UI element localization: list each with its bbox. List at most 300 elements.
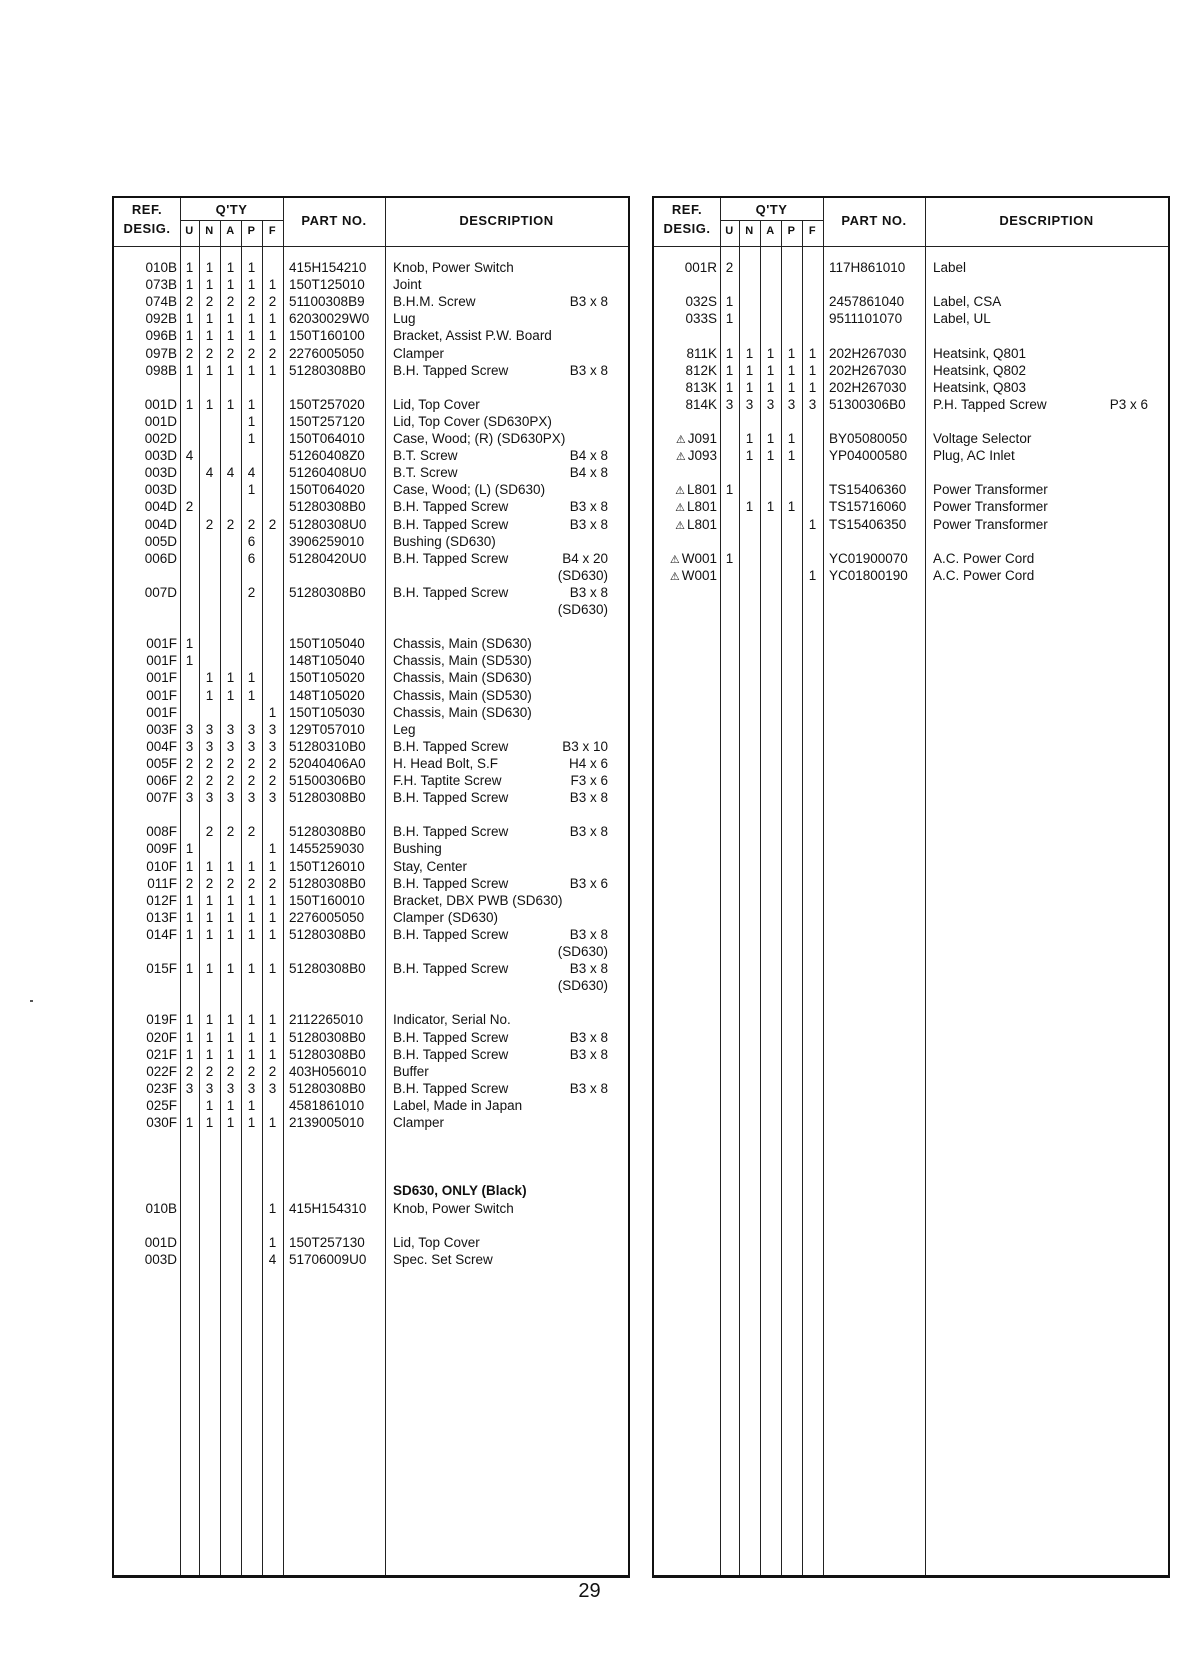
ref-desig: 001F [146, 636, 177, 652]
ref-desig [654, 567, 717, 586]
qty-p: 2 [247, 875, 256, 891]
ref-desig: 003D [144, 448, 177, 464]
part-number: 51280308B0 [289, 824, 366, 840]
description: Leg [393, 721, 416, 737]
desig-header: DESIG. [663, 221, 711, 236]
description-size: B3 x 8 [569, 824, 608, 840]
qty-n: 2 [205, 755, 214, 771]
description: Power Transformer [933, 499, 1048, 515]
qty-n: 1 [205, 362, 214, 378]
ref-desig: 015F [146, 961, 177, 977]
qty-p: 1 [247, 413, 256, 429]
qty-a: 1 [226, 687, 235, 703]
warning-icon: ⚠ [675, 502, 685, 515]
part-number: TS15406350 [829, 516, 907, 532]
qty-n: 1 [205, 909, 214, 925]
column-rule [385, 198, 386, 1575]
description: Buffer [393, 1063, 429, 1079]
description: Chassis, Main (SD530) [393, 653, 532, 669]
qty-a: 1 [226, 858, 235, 874]
qty-f: 2 [268, 773, 277, 788]
header-rule [114, 246, 628, 247]
description: Heatsink, Q801 [933, 345, 1027, 361]
qty-a: 3 [226, 721, 235, 737]
column-rule [925, 198, 926, 1575]
ref-desig-text: J091 [687, 431, 717, 446]
qty-n: 3 [745, 396, 754, 412]
qty-p: 1 [247, 482, 256, 498]
qty-f: 1 [268, 1046, 277, 1062]
qty-u: 1 [185, 277, 194, 293]
part-number: 2457861040 [829, 294, 905, 310]
qty-u: 2 [185, 773, 194, 788]
qty-u: 1 [185, 362, 194, 378]
description: H. Head Bolt, S.F [393, 755, 499, 771]
qty-f: 1 [268, 362, 277, 378]
part-number: 150T257020 [289, 396, 365, 412]
qty-col-f-header: F [268, 225, 277, 237]
part-number: 51280308B0 [289, 1046, 366, 1062]
qty-u: 1 [725, 294, 734, 310]
ref-desig [654, 447, 717, 466]
qty-n: 3 [205, 721, 214, 737]
qty-u: 1 [185, 1012, 194, 1028]
qty-a: 2 [226, 294, 235, 310]
qty-a: 1 [226, 1097, 235, 1113]
description: Case, Wood; (L) (SD630) [393, 482, 546, 498]
qty-p: 2 [247, 773, 256, 788]
qty-f: 3 [268, 1080, 277, 1096]
qty-p: 3 [247, 721, 256, 737]
qty-a: 1 [226, 926, 235, 942]
ref-desig: 021F [146, 1046, 177, 1062]
description-size: (SD630) [557, 978, 608, 994]
qty-p: 1 [247, 858, 256, 874]
ref-desig: 812K [685, 362, 717, 378]
qty-u: 2 [185, 499, 194, 515]
qty-u: 3 [185, 1080, 194, 1096]
description-size: B3 x 8 [569, 961, 608, 977]
qty-u: 2 [185, 1063, 194, 1079]
qty-rule [180, 220, 283, 221]
description-size: (SD630) [557, 567, 608, 583]
qty-f: 1 [268, 1029, 277, 1045]
description: Joint [393, 277, 422, 293]
qty-u: 1 [725, 345, 734, 361]
ref-desig: 014F [146, 926, 177, 942]
description-size: B3 x 8 [569, 926, 608, 942]
parts-table-right [652, 196, 1170, 1578]
part-number: 150T160100 [289, 328, 365, 344]
description: Bracket, Assist P.W. Board [393, 328, 552, 344]
column-rule [781, 220, 782, 1575]
description: Chassis, Main (SD630) [393, 670, 532, 686]
part-number: 2112265010 [289, 1012, 364, 1028]
qty-n: 4 [205, 465, 214, 481]
part-number: 117H861010 [829, 260, 906, 275]
qty-u: 2 [725, 260, 734, 275]
part-number: 51260408U0 [289, 465, 367, 481]
qty-u: 1 [185, 841, 194, 857]
part-number: 150T257120 [289, 413, 365, 429]
ref-desig-text: L801 [686, 516, 717, 532]
qty-n: 1 [205, 858, 214, 874]
qty-p: 1 [247, 670, 256, 686]
ref-desig: 005D [144, 533, 177, 549]
description-size: B3 x 8 [569, 584, 608, 600]
qty-col-u-header: U [725, 225, 734, 237]
part-number: 150T126010 [289, 858, 365, 874]
page-number: 29 [578, 1580, 601, 1602]
part-number: 150T105030 [289, 704, 365, 720]
column-rule [802, 220, 803, 1575]
description-size: B3 x 6 [569, 875, 608, 891]
qty-p: 2 [247, 516, 256, 532]
description: Bushing [393, 841, 442, 857]
qty-n: 1 [745, 431, 754, 446]
qty-p: 1 [247, 311, 256, 327]
part-number: 150T125010 [289, 277, 365, 293]
qty-f: 3 [808, 396, 817, 412]
description: B.H. Tapped Screw [393, 499, 509, 515]
qty-f: 1 [268, 1234, 277, 1250]
warning-icon: ⚠ [675, 451, 686, 464]
ref-desig-text: W001 [681, 567, 717, 583]
part-number: 150T064020 [289, 482, 365, 498]
part-number: 51280308B0 [289, 1029, 366, 1045]
ref-desig: 811K [686, 345, 717, 361]
ref-desig: 001D [144, 1234, 177, 1250]
part-number: 51500306B0 [289, 773, 366, 788]
ref-desig: 003F [146, 721, 177, 737]
description-size: (SD630) [557, 602, 608, 617]
part-number: 202H267030 [829, 379, 907, 395]
description: P.H. Tapped Screw [933, 396, 1047, 412]
qty-p: 3 [247, 790, 256, 806]
ref-desig: 008F [146, 824, 177, 840]
part-number: 62030029W0 [289, 311, 370, 327]
qty-p: 2 [247, 1063, 256, 1079]
qty-u: 2 [185, 345, 194, 361]
qty-a: 1 [226, 909, 235, 925]
qty-p: 4 [247, 465, 256, 481]
qty-f: 1 [808, 516, 817, 532]
description: Label, Made in Japan [393, 1097, 523, 1113]
qty-a: 1 [226, 396, 235, 412]
ref-desig: 001F [146, 653, 177, 669]
qty-p: 1 [247, 260, 256, 275]
qty-f: 1 [808, 567, 817, 583]
description: B.H. Tapped Screw [393, 790, 509, 806]
qty-n: 2 [205, 516, 214, 532]
part-number: 202H267030 [829, 345, 907, 361]
description: Case, Wood; (R) (SD630PX) [393, 431, 566, 446]
part-number: 415H154210 [289, 260, 367, 275]
description: A.C. Power Cord [933, 567, 1035, 583]
qty-p: 1 [247, 1115, 256, 1130]
qty-p: 1 [247, 1046, 256, 1062]
description: B.H. Tapped Screw [393, 1080, 509, 1096]
description: B.H. Tapped Screw [393, 738, 509, 754]
description: B.H. Tapped Screw [393, 584, 509, 600]
qty-a: 1 [766, 448, 775, 464]
qty-u: 2 [185, 755, 194, 771]
part-number: 150T160010 [289, 892, 365, 908]
description-size: P3 x 6 [1109, 396, 1148, 412]
qty-u: 1 [725, 362, 734, 378]
description-size: B3 x 8 [569, 1046, 608, 1062]
qty-col-u-header: U [185, 225, 194, 237]
column-rule [283, 198, 284, 1575]
qty-p: 3 [787, 396, 796, 412]
qty-f: 1 [808, 379, 817, 395]
desig-header: DESIG. [123, 221, 171, 236]
qty-a: 1 [226, 311, 235, 327]
ref-desig: 098B [145, 362, 177, 378]
part-number: 9511101070 [829, 311, 903, 327]
qty-u: 3 [185, 721, 194, 737]
ref-desig: 032S [685, 294, 717, 310]
description: Bushing (SD630) [393, 533, 496, 549]
part-number: 51280308B0 [289, 961, 366, 977]
column-rule [823, 198, 824, 1575]
part-number: 150T064010 [289, 431, 365, 446]
qty-f: 1 [268, 858, 277, 874]
description: Voltage Selector [933, 431, 1032, 446]
qty-u: 1 [725, 482, 734, 498]
qty-u: 1 [185, 1029, 194, 1045]
ref-desig: 001D [144, 413, 177, 429]
qty-n: 2 [205, 345, 214, 361]
qty-f: 2 [268, 294, 277, 310]
qty-a: 3 [226, 1080, 235, 1096]
qty-u: 1 [185, 961, 194, 977]
qty-n: 1 [205, 277, 214, 293]
ref-desig: 006F [146, 773, 177, 788]
ref-desig: 022F [146, 1063, 177, 1079]
qty-p: 1 [247, 1029, 256, 1045]
description: Chassis, Main (SD630) [393, 636, 532, 652]
description-size: B3 x 8 [569, 1080, 608, 1096]
qty-n: 2 [205, 1063, 214, 1079]
section-subheading: SD630, ONLY (Black) [393, 1183, 527, 1199]
part-number: 51260408Z0 [289, 448, 365, 464]
qty-a: 2 [226, 773, 235, 788]
description-size: B4 x 8 [569, 465, 608, 481]
ref-desig: 092B [145, 311, 177, 327]
qty-p: 3 [247, 738, 256, 754]
qty-a: 1 [766, 379, 775, 395]
description: A.C. Power Cord [933, 550, 1035, 566]
qty-n: 1 [205, 1012, 214, 1028]
ref-desig: 009F [146, 841, 177, 857]
description: Heatsink, Q803 [933, 379, 1027, 395]
description: Bracket, DBX PWB (SD630) [393, 892, 563, 908]
ref-desig: 813K [685, 379, 717, 395]
qty-p: 1 [247, 1097, 256, 1113]
qty-n: 1 [745, 345, 754, 361]
description-size: B3 x 8 [569, 294, 608, 310]
qty-col-n-header: N [205, 225, 214, 237]
qty-p: 2 [247, 824, 256, 840]
qty-f: 1 [268, 1012, 277, 1028]
part-number: 202H267030 [829, 362, 907, 378]
qty-f: 1 [268, 311, 277, 327]
qty-a: 4 [226, 465, 235, 481]
qty-u: 1 [725, 311, 734, 327]
qty-f: 1 [268, 704, 277, 720]
description: Plug, AC Inlet [933, 448, 1015, 464]
qty-a: 1 [226, 961, 235, 977]
description-size: H4 x 6 [568, 755, 608, 771]
description-size: B3 x 8 [569, 516, 608, 532]
qty-f: 1 [268, 1200, 277, 1216]
qty-n: 1 [205, 1029, 214, 1045]
qty-a: 1 [766, 362, 775, 378]
qty-p: 1 [247, 362, 256, 378]
qty-f: 2 [268, 755, 277, 771]
qty-a: 1 [766, 499, 775, 515]
ref-desig: 003D [144, 482, 177, 498]
qty-p: 1 [787, 362, 796, 378]
qty-p: 1 [247, 1012, 256, 1028]
qty-rule [720, 220, 823, 221]
ref-desig: 002D [144, 431, 177, 446]
ref-desig: 020F [146, 1029, 177, 1045]
part-number: 1455259030 [289, 841, 365, 857]
qty-col-p-header: P [247, 225, 256, 237]
qty-u: 2 [185, 875, 194, 891]
qty-a: 3 [226, 738, 235, 754]
ref-desig: 010B [145, 1200, 177, 1216]
part-number: 51706009U0 [289, 1251, 367, 1267]
qty-col-p-header: P [787, 225, 796, 237]
part-number: 4581861010 [289, 1097, 365, 1113]
description: Label, CSA [933, 294, 1002, 310]
qty-f: 1 [268, 328, 277, 344]
qty-n: 1 [205, 687, 214, 703]
description-header: DESCRIPTION [999, 213, 1094, 228]
ref-desig: 025F [146, 1097, 177, 1113]
description: Lug [393, 311, 416, 327]
description-size: (SD630) [557, 944, 608, 959]
part-no-header: PART NO. [841, 213, 907, 228]
qty-u: 1 [185, 311, 194, 327]
ref-desig: 006D [144, 550, 177, 566]
qty-n: 2 [205, 773, 214, 788]
ref-desig-text: W001 [681, 550, 717, 566]
qty-n: 2 [205, 294, 214, 310]
ref-desig: 007D [144, 584, 177, 600]
ref-desig: 013F [146, 909, 177, 925]
part-number: 51280420U0 [289, 550, 367, 566]
qty-n: 1 [205, 1115, 214, 1130]
warning-icon: ⚠ [669, 570, 680, 583]
part-number: 150T105040 [289, 636, 365, 652]
description: Label, UL [933, 311, 991, 327]
qty-a: 1 [226, 1012, 235, 1028]
qty-p: 1 [787, 345, 796, 361]
part-number: 51300306B0 [829, 396, 906, 412]
description-size: F3 x 6 [570, 773, 608, 788]
qty-f: 4 [268, 1251, 277, 1267]
ref-desig: 004D [144, 499, 177, 515]
qty-n: 3 [205, 1080, 214, 1096]
part-number: 51280308B0 [289, 499, 366, 515]
qty-a: 3 [766, 396, 775, 412]
qty-n: 2 [205, 875, 214, 891]
qty-n: 1 [205, 396, 214, 412]
qty-f: 1 [808, 345, 817, 361]
description: Lid, Top Cover [393, 396, 480, 412]
qty-f: 1 [268, 909, 277, 925]
qty-f: 1 [268, 277, 277, 293]
part-number: 2276005050 [289, 345, 365, 361]
qty-a: 1 [226, 260, 235, 275]
part-number: 51280308U0 [289, 516, 367, 532]
description: Clamper (SD630) [393, 909, 499, 925]
description: Heatsink, Q802 [933, 362, 1027, 378]
part-number: TS15716060 [829, 499, 907, 515]
qty-n: 1 [205, 1046, 214, 1062]
description: B.H. Tapped Screw [393, 516, 509, 532]
qty-a: 2 [226, 516, 235, 532]
qty-f: 2 [268, 1063, 277, 1079]
ref-desig: 004D [144, 516, 177, 532]
description: Clamper [393, 1115, 445, 1130]
ref-header: REF. [131, 202, 163, 217]
qty-a: 1 [766, 431, 775, 446]
qty-f: 1 [268, 892, 277, 908]
description: Knob, Power Switch [393, 1200, 514, 1216]
qty-a: 1 [226, 1029, 235, 1045]
ref-desig: 011F [147, 875, 177, 891]
qty-col-f-header: F [808, 225, 817, 237]
ref-desig: 005F [146, 755, 177, 771]
column-rule [739, 220, 740, 1575]
part-number: 51280310B0 [289, 738, 366, 754]
qty-f: 2 [268, 345, 277, 361]
qty-f: 2 [268, 516, 277, 532]
qty-u: 1 [725, 550, 734, 566]
qty-p: 2 [247, 584, 256, 600]
qty-p: 1 [787, 499, 796, 515]
header-rule [654, 246, 1168, 247]
qty-u: 1 [185, 909, 194, 925]
qty-u: 1 [185, 892, 194, 908]
qty-f: 1 [808, 362, 817, 378]
description: B.H. Tapped Screw [393, 550, 509, 566]
description-size: B4 x 8 [569, 448, 608, 464]
description-size: B3 x 8 [569, 1029, 608, 1045]
part-number: 51280308B0 [289, 584, 366, 600]
qty-u: 3 [185, 790, 194, 806]
qty-n: 1 [745, 448, 754, 464]
description: Lid, Top Cover [393, 1234, 480, 1250]
part-number: BY05080050 [829, 431, 908, 446]
warning-icon: ⚠ [675, 485, 685, 498]
qty-a: 1 [226, 1046, 235, 1062]
description: Power Transformer [933, 482, 1048, 498]
qty-p: 1 [247, 926, 256, 942]
ref-header: REF. [671, 202, 703, 217]
qty-p: 2 [247, 345, 256, 361]
qty-col-a-header: A [226, 225, 235, 237]
qty-col-a-header: A [766, 225, 775, 237]
qty-p: 1 [247, 961, 256, 977]
description: B.H. Tapped Screw [393, 961, 509, 977]
part-number: 51100308B9 [289, 294, 365, 310]
